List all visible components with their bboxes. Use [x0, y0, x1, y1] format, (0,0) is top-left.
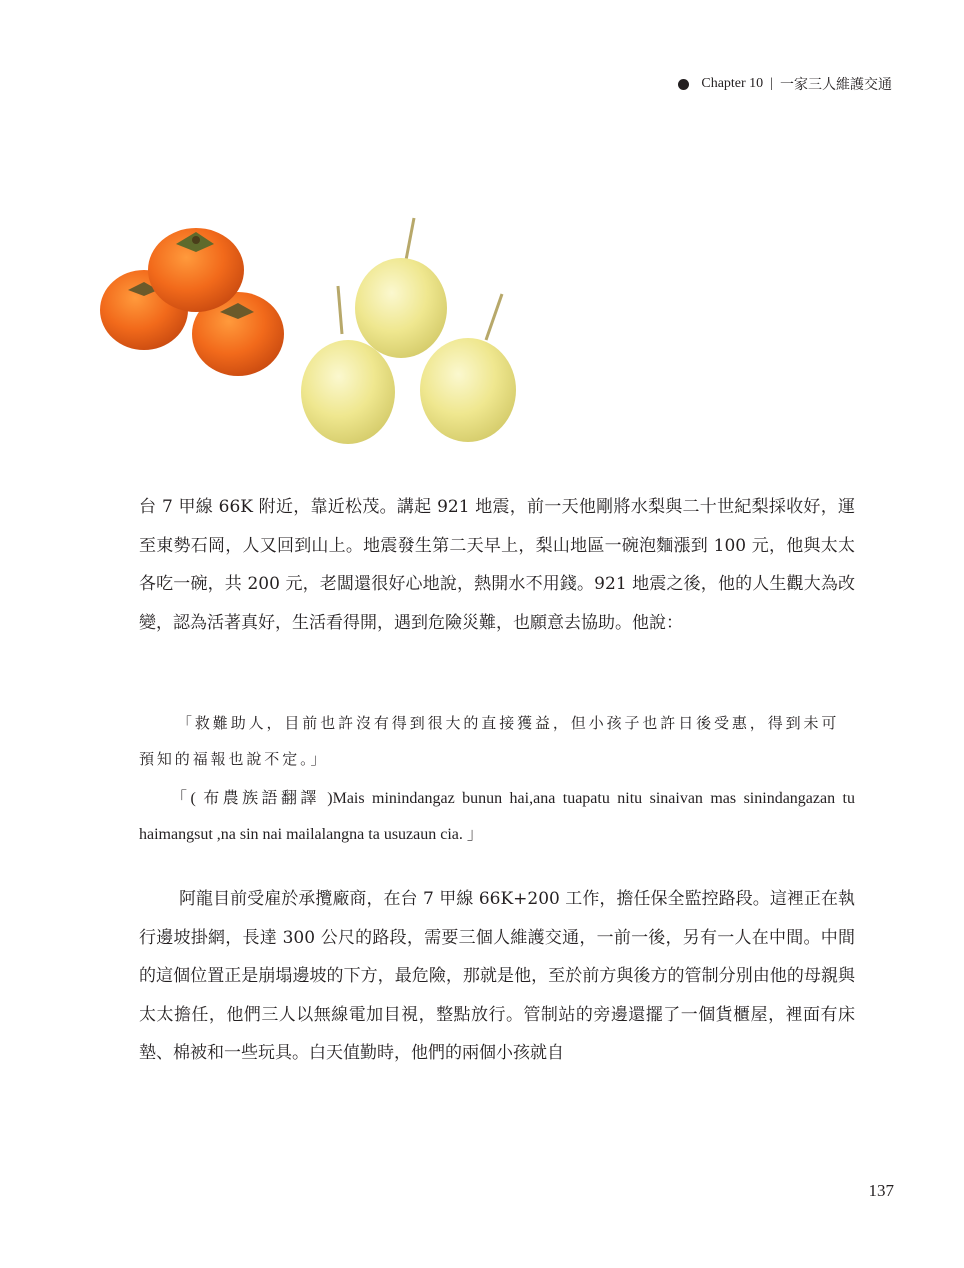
pears — [301, 218, 516, 444]
quote-chinese: 「救難助人，目前也許沒有得到很大的直接獲益，但小孩子也許日後受惠，得到未可預知的福報也說不定。」 — [139, 714, 840, 768]
page-number: 137 — [868, 1181, 894, 1200]
quote-bunun-translation: 「( 布農族語翻譯 )Mais minindangaz bunun hai,ana tuapatu nitu sinaivan mas sinindangazan tu haimangsut ,na sin nai mailalangna ta usuzaun cia. 」 — [139, 790, 855, 843]
fruit-illustration — [98, 212, 518, 452]
persimmons — [100, 228, 284, 376]
chapter-title: 一家三人維護交通 — [780, 78, 892, 93]
header-separator: | — [770, 76, 773, 91]
body-paragraph-2: 阿龍目前受雇於承攬廠商，在台 7 甲線 66K+200 工作，擔任保全監控路段。這裡正在執行邊坡掛網，長達 300 公尺的路段，需要三個人維護交通，一前一後，另有一人在中間。中間的這個位置正是崩塌邊坡的下方，最危險，那就是他，至於前方與後方的管制分別由他的母親與太太擔任，他們三人以無線電加目視，整點放行。管制站的旁邊還擺了一個貨櫃屋，裡面有床墊、棉被和一些玩具。白天值勤時，他們的兩個小孩就自 — [139, 889, 855, 1064]
bullet-dot-icon — [678, 79, 689, 90]
body-paragraph-1: 台 7 甲線 66K 附近，靠近松茂。講起 921 地震，前一天他剛將水梨與二十世紀梨採收好，運至東勢石岡，人又回到山上。地震發生第二天早上，梨山地區一碗泡麵漲到 100 元，他與太太各吃一碗，共 200 元，老闆還很好心地說，熱開水不用錢。921 地震之後，他的人生觀大為改變，認為活著真好，生活看得開，遇到危險災難，也願意去協助。他說： — [139, 497, 855, 633]
chapter-label: Chapter 10 — [701, 76, 764, 91]
running-header — [678, 74, 892, 94]
